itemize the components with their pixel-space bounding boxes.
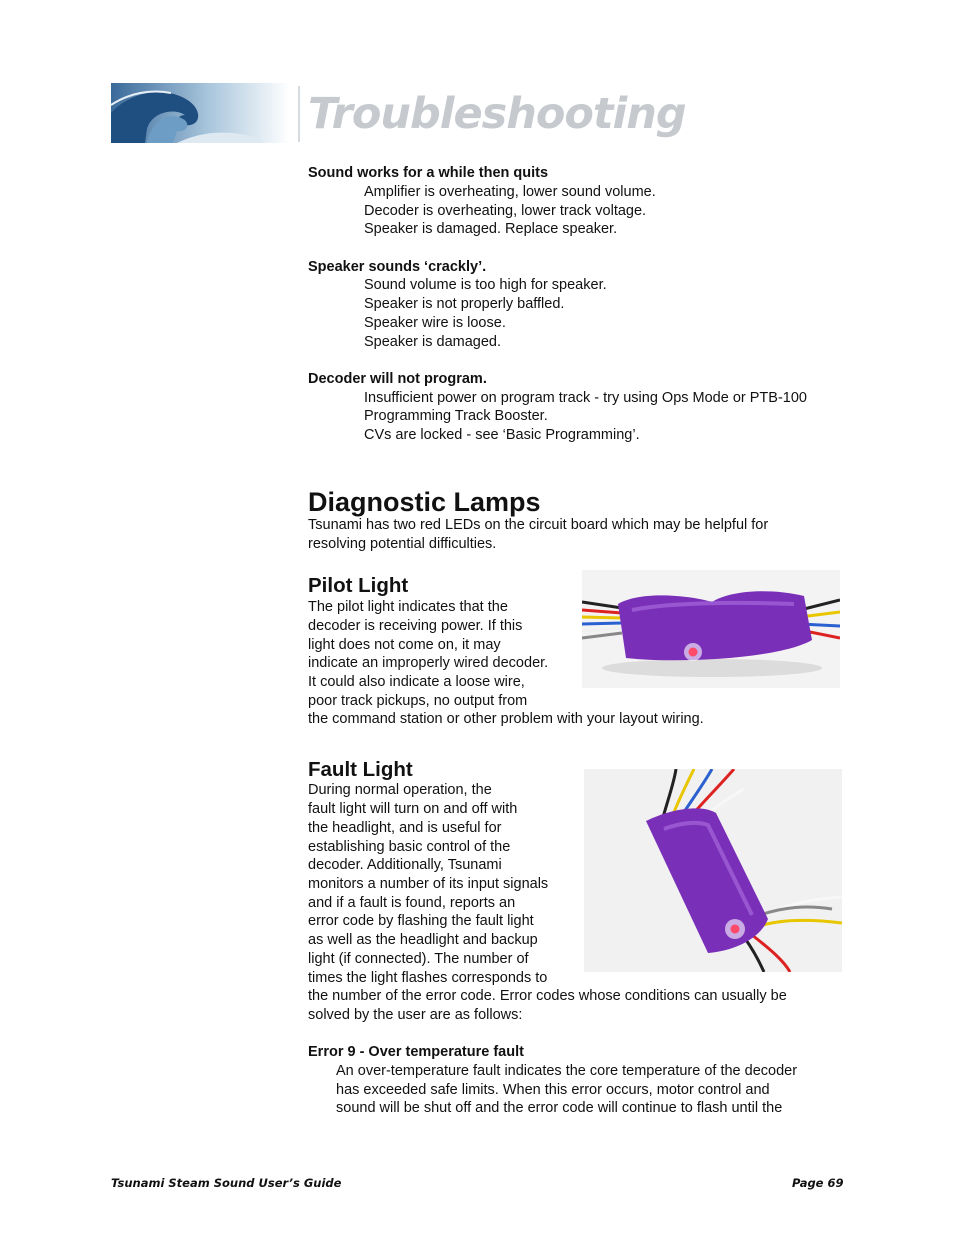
body-text: An over-temperature fault indicates the core temperature of the decoder	[336, 1063, 798, 1079]
pilot-light-photo	[582, 570, 840, 688]
body-text: establishing basic control of the	[308, 839, 511, 855]
page-number: Page 69	[792, 1176, 844, 1190]
subsection-heading: Pilot Light	[308, 574, 409, 597]
body-text: times the light flashes corresponds to	[308, 970, 548, 986]
body-text: error code by flashing the fault light	[308, 913, 534, 929]
cause-text: CVs are locked - see ‘Basic Programming’.	[364, 427, 640, 443]
subsection-heading: Fault Light	[308, 758, 413, 781]
cause-text: Speaker is not properly baffled.	[364, 296, 565, 312]
body-text: poor track pickups, no output from	[308, 693, 528, 709]
cause-text: Sound volume is too high for speaker.	[364, 277, 607, 293]
problem-heading: Speaker sounds ‘crackly’.	[308, 259, 487, 275]
body-text: the headlight, and is useful for	[308, 820, 502, 836]
cause-text: Insufficient power on program track - try using Ops Mode or PTB-100	[364, 390, 807, 406]
cause-text: Programming Track Booster.	[364, 408, 548, 424]
body-text: solved by the user are as follows:	[308, 1007, 523, 1023]
body-text: During normal operation, the	[308, 782, 492, 798]
problem-heading: Decoder will not program.	[308, 371, 487, 387]
body-text: monitors a number of its input signals	[308, 876, 549, 892]
cause-text: Speaker is damaged. Replace speaker.	[364, 221, 618, 237]
cause-text: Speaker wire is loose.	[364, 315, 506, 331]
page-title: Troubleshooting	[308, 89, 686, 139]
cause-text: Decoder is overheating, lower track voltage.	[364, 203, 647, 219]
cause-text: Speaker is damaged.	[364, 334, 502, 350]
body-text: light does not come on, it may	[308, 637, 501, 653]
fault-light-photo	[584, 769, 842, 972]
intro-text: Tsunami has two red LEDs on the circuit board which may be helpful for	[308, 517, 769, 533]
body-text: sound will be shut off and the error code will continue to flash until the	[336, 1100, 783, 1116]
body-text: indicate an improperly wired decoder.	[308, 655, 549, 671]
body-text: fault light will turn on and off with	[308, 801, 518, 817]
body-text: the number of the error code. Error codes whose conditions can usually be	[308, 988, 787, 1004]
body-text: light (if connected). The number of	[308, 951, 529, 967]
error-heading: Error 9 - Over temperature fault	[308, 1044, 524, 1060]
cause-text: Amplifier is overheating, lower sound volume.	[364, 184, 656, 200]
body-text: the command station or other problem with your layout wiring.	[308, 711, 704, 727]
intro-text: resolving potential difficulties.	[308, 536, 497, 552]
title-divider	[298, 86, 300, 142]
body-text: decoder is receiving power. If this	[308, 618, 523, 634]
wave-logo	[111, 83, 289, 143]
section-heading: Diagnostic Lamps	[308, 487, 541, 517]
problem-heading: Sound works for a while then quits	[308, 165, 549, 181]
body-text: It could also indicate a loose wire,	[308, 674, 525, 690]
footer-guide-title: Tsunami Steam Sound User’s Guide	[111, 1176, 342, 1190]
body-text: has exceeded safe limits. When this error occurs, motor control and	[336, 1082, 770, 1098]
body-text: The pilot light indicates that the	[308, 599, 508, 615]
body-text: decoder. Additionally, Tsunami	[308, 857, 502, 873]
body-text: and if a fault is found, reports an	[308, 895, 516, 911]
body-text: as well as the headlight and backup	[308, 932, 538, 948]
